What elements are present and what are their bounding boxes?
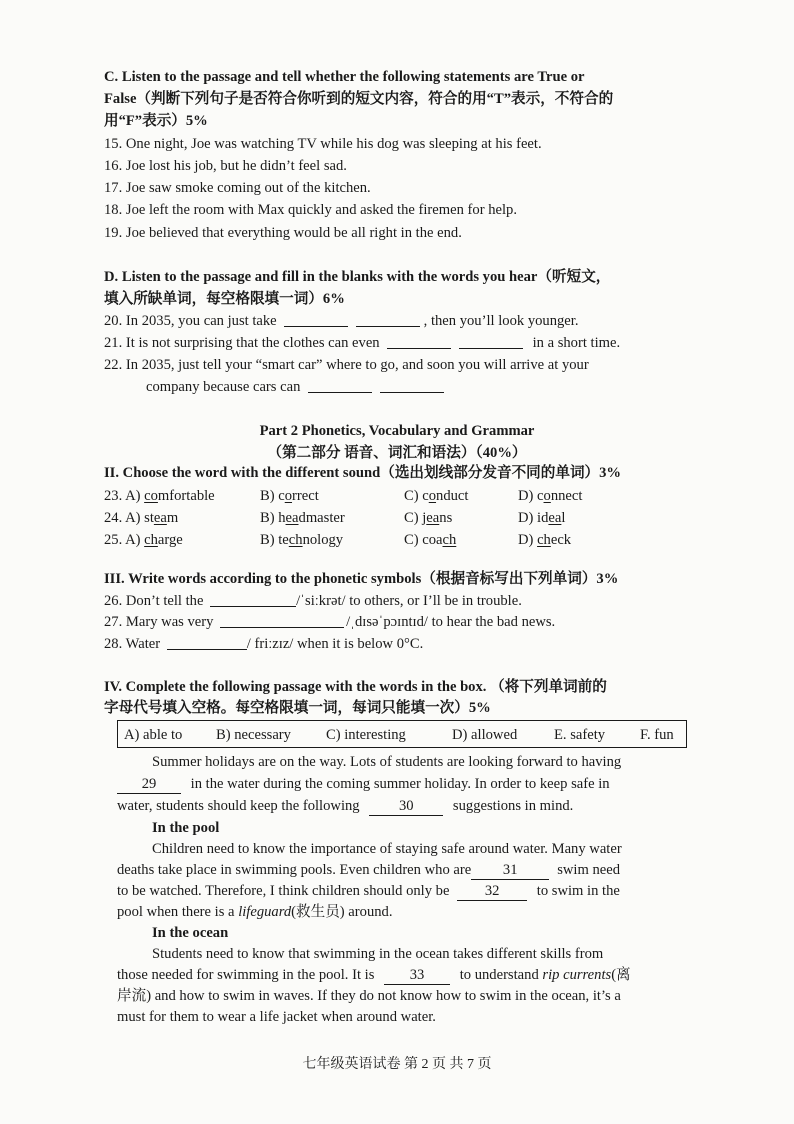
q21-blank-2[interactable] — [459, 333, 523, 349]
word-option-e: E. safety — [554, 727, 606, 743]
word-option-f: F. fun — [640, 727, 674, 743]
q25-option-d[interactable] — [518, 529, 571, 551]
passage-p3-line3: 岸流) and how to swim in waves. If they do not know how to swim in the ocean, it’s a — [117, 988, 621, 1004]
q20-text-a: 20. In 2035, you can just take — [104, 313, 277, 329]
p3-text-b: those needed for swimming in the pool. It is — [117, 967, 375, 983]
p3-text-d: (离 — [611, 967, 631, 983]
q20-text-b: , then you’ll look younger. — [423, 313, 579, 329]
q28-text-b: / friːzɪz/ when it is below 0°C. — [246, 636, 424, 652]
q23-c-rest: nduct — [436, 488, 469, 504]
p1-text-b: in the water during the coming summer holiday. In order to keep safe in — [190, 776, 610, 792]
q25-c-prefix: C) coa — [404, 532, 443, 548]
part-c-heading-line2: False（判断下列句子是否符合你听到的短文内容，符合的用“T”表示，不符合的 — [104, 91, 614, 107]
q21-blank-1[interactable] — [387, 333, 451, 349]
q23-option-a[interactable] — [104, 485, 215, 507]
passage-p1-line1: Summer holidays are on the way. Lots of students are looking forward to having — [152, 754, 622, 770]
section-ii-heading: II. Choose the word with the different sound（选出划线部分发音不同的单词）3% — [104, 465, 622, 481]
q23-a-rest: mfortable — [157, 488, 215, 504]
q23-d-prefix: D) c — [518, 488, 544, 504]
q22-text-b: company because cars can — [146, 379, 301, 395]
blank-30[interactable]: 30 — [369, 798, 443, 816]
question-27 — [104, 611, 555, 633]
passage-p2-line3 — [117, 880, 620, 902]
q20-blank-2[interactable] — [356, 311, 420, 327]
word-option-b: B) necessary — [216, 727, 291, 743]
q23-c-underlined: o — [428, 488, 437, 504]
passage-p3-line4: must for them to wear a life jacket when around water. — [117, 1009, 436, 1025]
p3-text-c: to understand — [459, 967, 539, 983]
q24-option-a[interactable] — [104, 507, 178, 529]
word-box — [117, 720, 687, 748]
lifeguard-term: lifeguard — [238, 904, 292, 920]
passage-p2-line4 — [117, 901, 392, 923]
q25-a-rest: arge — [157, 532, 183, 548]
q24-option-c[interactable] — [404, 507, 452, 529]
q20-blank-1[interactable] — [284, 311, 348, 327]
passage-p2-line1: Children need to know the importance of staying safe around water. Many water — [152, 841, 622, 857]
q25-b-prefix: B) te — [260, 532, 289, 548]
q24-d-prefix: D) id — [518, 510, 549, 526]
question-28 — [104, 633, 423, 655]
word-option-c: C) interesting — [326, 727, 406, 743]
question-17: 17. Joe saw smoke coming out of the kitchen. — [104, 180, 371, 196]
question-16: 16. Joe lost his job, but he didn’t feel sad. — [104, 158, 347, 174]
page-footer: 七年级英语试卷 第 2 页 共 7 页 — [302, 1057, 492, 1072]
question-20 — [104, 310, 578, 332]
q24-c-prefix: C) j — [404, 510, 427, 526]
passage-p1-line3 — [117, 795, 573, 817]
q24-c-rest: ns — [439, 510, 453, 526]
q26-text-a: 26. Don’t tell the — [104, 593, 204, 609]
p2-text-d: to be watched. Therefore, I think children should only be — [117, 883, 450, 899]
q25-option-c[interactable] — [404, 529, 456, 551]
p2-text-g: (救生员) around. — [291, 904, 393, 920]
q26-text-b: /ˈsiːkrət/ to others, or I’ll be in trouble. — [296, 593, 522, 609]
q23-a-underlined: co — [144, 488, 158, 504]
q28-blank[interactable] — [167, 634, 247, 650]
p2-text-e: to swim in the — [536, 883, 620, 899]
blank-33[interactable]: 33 — [384, 967, 450, 985]
q22-blank-2[interactable] — [380, 377, 444, 393]
word-option-a: A) able to — [124, 727, 183, 743]
q25-d-underlined: ch — [537, 532, 551, 548]
passage-p1-line2 — [117, 773, 610, 795]
q23-b-prefix: B) c — [260, 488, 285, 504]
q24-a-underlined: ea — [153, 510, 167, 526]
blank-29[interactable]: 29 — [117, 776, 181, 794]
p2-text-c: swim need — [557, 862, 621, 878]
q23-d-underlined: o — [543, 488, 551, 504]
q25-d-prefix: D) — [518, 532, 538, 548]
q24-d-rest: l — [561, 510, 566, 526]
subheading-in-the-pool: In the pool — [152, 820, 220, 836]
q25-option-b[interactable] — [260, 529, 343, 551]
part-c-heading-line1: C. Listen to the passage and tell whether the following statements are True or — [104, 69, 585, 85]
q27-text-a: 27. Mary was very — [104, 614, 214, 630]
question-22-line2 — [146, 376, 444, 398]
q23-num: 23. A) — [104, 488, 145, 504]
q21-text-b: in a short time. — [532, 335, 621, 351]
q24-b-underlined: ea — [285, 510, 299, 526]
q23-option-c[interactable] — [404, 485, 468, 507]
q24-b-prefix: B) h — [260, 510, 286, 526]
q23-b-rest: rrect — [292, 488, 319, 504]
question-26 — [104, 590, 522, 612]
q27-text-b: /ˌdɪsəˈpɔɪntɪd/ to hear the bad news. — [346, 614, 556, 630]
part-d-heading-line1: D. Listen to the passage and fill in the blanks with the words you hear（听短文， — [104, 269, 611, 285]
q22-blank-1[interactable] — [308, 377, 372, 393]
blank-32[interactable]: 32 — [457, 883, 527, 901]
p2-text-b: deaths take place in swimming pools. Even children who are — [117, 862, 472, 878]
question-21 — [104, 332, 620, 354]
part-c-heading-line3: 用“F”表示）5% — [104, 113, 208, 129]
word-option-d: D) allowed — [452, 727, 518, 743]
part2-title: Part 2 Phonetics, Vocabulary and Grammar — [259, 423, 535, 439]
q24-d-underlined: ea — [548, 510, 562, 526]
q21-text-a: 21. It is not surprising that the clothes can even — [104, 335, 380, 351]
q24-a-prefix: st — [144, 510, 154, 526]
q26-blank[interactable] — [210, 591, 296, 607]
q24-c-underlined: ea — [426, 510, 440, 526]
q25-c-underlined: ch — [442, 532, 457, 548]
q25-num: 25. A) — [104, 532, 145, 548]
q23-option-d[interactable] — [518, 485, 582, 507]
q25-option-a[interactable] — [104, 529, 183, 551]
q25-d-rest: eck — [550, 532, 572, 548]
question-22-line1: 22. In 2035, just tell your “smart car” where to go, and soon you will arrive at your — [104, 357, 589, 373]
passage-p3-line1: Students need to know that swimming in the ocean takes different skills from — [152, 946, 604, 962]
question-18: 18. Joe left the room with Max quickly and asked the firemen for help. — [104, 202, 517, 218]
q25-b-underlined: ch — [288, 532, 303, 548]
q25-a-underlined: ch — [144, 532, 158, 548]
q23-option-b[interactable] — [260, 485, 319, 507]
passage-p3-line2 — [117, 964, 631, 986]
q24-option-d[interactable] — [518, 507, 565, 529]
section-iv-heading-line1: IV. Complete the following passage with the words in the box. （将下列单词前的 — [104, 679, 607, 695]
question-15: 15. One night, Joe was watching TV while his dog was sleeping at his feet. — [104, 136, 542, 152]
section-iv-heading-line2: 字母代号填入空格。每空格限填一词，每词只能填一次）5% — [104, 700, 491, 716]
q23-c-prefix: C) c — [404, 488, 429, 504]
q24-a-rest: m — [166, 510, 179, 526]
q23-b-underlined: o — [284, 488, 293, 504]
q24-b-rest: dmaster — [298, 510, 345, 526]
q24-num: 24. A) — [104, 510, 145, 526]
p1-text-c: water, students should keep the following — [117, 798, 360, 814]
q27-blank[interactable] — [220, 612, 344, 628]
part2-subtitle: （第二部分 语音、词汇和语法）（40%） — [267, 445, 527, 461]
q24-option-b[interactable] — [260, 507, 345, 529]
blank-31[interactable]: 31 — [471, 862, 549, 880]
question-19: 19. Joe believed that everything would be all right in the end. — [104, 225, 462, 241]
p1-text-d: suggestions in mind. — [452, 798, 574, 814]
subheading-in-the-ocean: In the ocean — [152, 925, 229, 941]
q28-text-a: 28. Water — [104, 636, 161, 652]
passage-p2-line2 — [117, 859, 620, 881]
q25-b-rest: nology — [302, 532, 344, 548]
q23-d-rest: nnect — [550, 488, 583, 504]
p2-text-f: pool when there is a — [117, 904, 235, 920]
section-iii-heading: III. Write words according to the phonetic symbols（根据音标写出下列单词）3% — [104, 571, 619, 587]
part-d-heading-line2: 填入所缺单词，每空格限填一词）6% — [104, 291, 345, 307]
rip-currents-term: rip currents — [542, 967, 612, 983]
